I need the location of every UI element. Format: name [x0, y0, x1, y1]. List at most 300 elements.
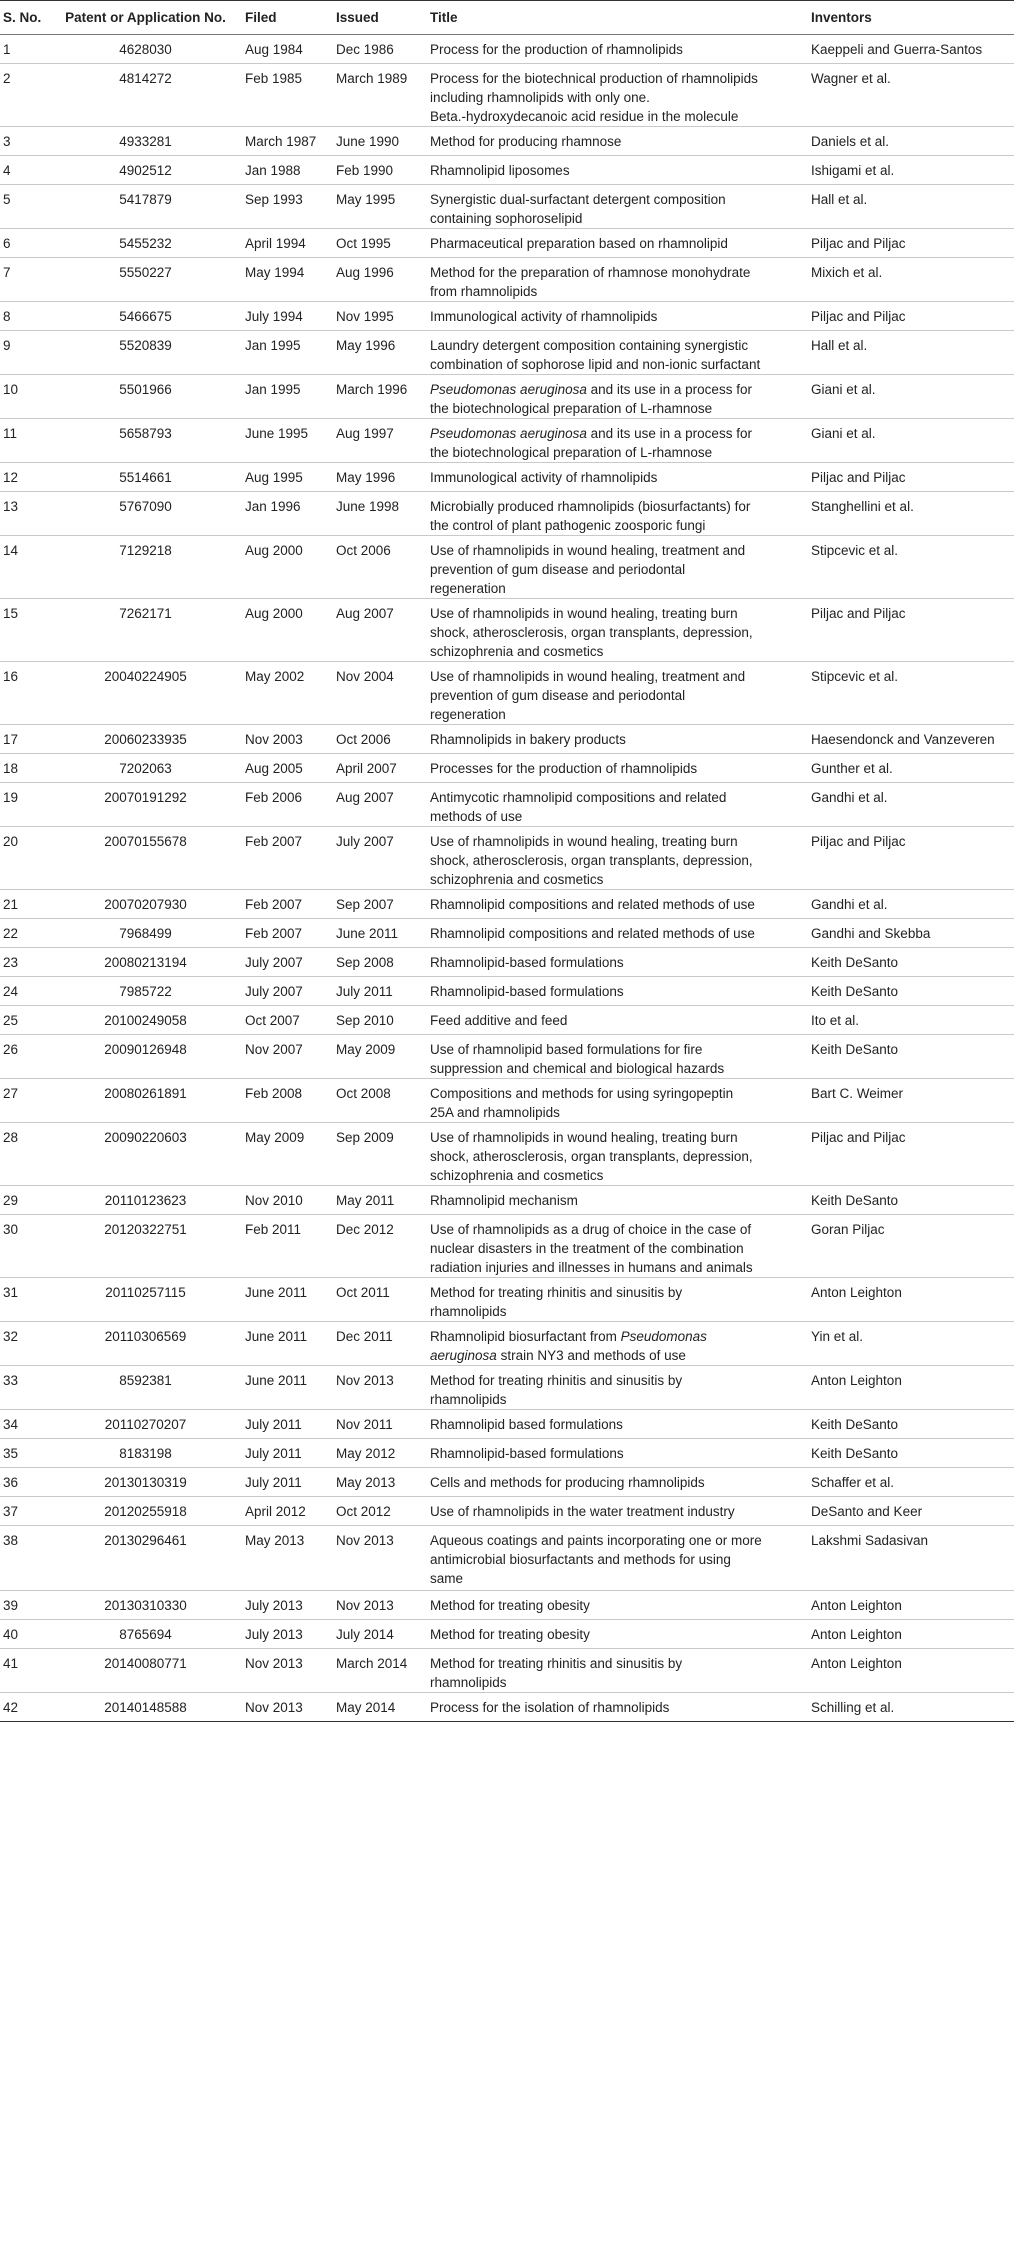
cell-filed: Aug 1995: [242, 463, 333, 492]
table-row: [0, 127, 1014, 156]
cell-title: [427, 331, 808, 375]
title-line: Use of rhamnolipids in wound healing, treatment and: [430, 669, 746, 684]
title-line: Feed additive and feed: [430, 1013, 568, 1028]
title-line: Compositions and methods for using syringopeptin: [430, 1086, 734, 1101]
cell-filed: Sep 1993: [242, 185, 333, 229]
cell-issued: Nov 2013: [333, 1366, 427, 1410]
cell-filed: May 2009: [242, 1123, 333, 1186]
title-line: regeneration: [430, 581, 506, 596]
table-row: [0, 977, 1014, 1006]
cell-sno: 42: [0, 1693, 50, 1722]
cell-issued: Nov 2011: [333, 1410, 427, 1439]
cell-inventors: Anton Leighton: [808, 1366, 1014, 1410]
cell-filed: March 1987: [242, 127, 333, 156]
title-line: Method for producing rhamnose: [430, 134, 622, 149]
table-row: [0, 754, 1014, 783]
title-line: Processes for the production of rhamnolipids: [430, 761, 698, 776]
title-line: the biotechnological preparation of L-rhamnose: [430, 445, 713, 460]
cell-inventors: Daniels et al.: [808, 127, 1014, 156]
title-line: Aqueous coatings and paints incorporating one or more: [430, 1533, 762, 1548]
title-line: methods of use: [430, 809, 523, 824]
cell-issued: July 2011: [333, 977, 427, 1006]
cell-title: [427, 536, 808, 599]
cell-title: [427, 1591, 808, 1620]
cell-patent-number: 20060233935: [50, 725, 242, 754]
cell-patent-number: 5550227: [50, 258, 242, 302]
cell-issued: May 2009: [333, 1035, 427, 1079]
cell-inventors: Anton Leighton: [808, 1649, 1014, 1693]
cell-sno: 20: [0, 827, 50, 890]
cell-patent-number: 20130296461: [50, 1526, 242, 1591]
cell-patent-number: 20130130319: [50, 1468, 242, 1497]
title-line: Immunological activity of rhamnolipids: [430, 309, 658, 324]
cell-patent-number: 20140080771: [50, 1649, 242, 1693]
cell-title: [427, 302, 808, 331]
cell-inventors: Keith DeSanto: [808, 1035, 1014, 1079]
cell-filed: Aug 2000: [242, 599, 333, 662]
title-line: Method for treating obesity: [430, 1598, 590, 1613]
cell-title: [427, 919, 808, 948]
cell-sno: 32: [0, 1322, 50, 1366]
cell-title: [427, 1693, 808, 1722]
title-line: Process for the biotechnical production of rhamnolipids: [430, 71, 758, 86]
cell-sno: 7: [0, 258, 50, 302]
cell-filed: Feb 1985: [242, 64, 333, 127]
cell-issued: Sep 2007: [333, 890, 427, 919]
cell-filed: Feb 2008: [242, 1079, 333, 1123]
title-line: Use of rhamnolipids in wound healing, treatment and: [430, 543, 746, 558]
title-line: rhamnolipids: [430, 1675, 507, 1690]
cell-sno: 40: [0, 1620, 50, 1649]
cell-inventors: Piljac and Piljac: [808, 599, 1014, 662]
header-issued: Issued: [333, 1, 427, 35]
cell-patent-number: 20140148588: [50, 1693, 242, 1722]
cell-title: [427, 827, 808, 890]
cell-patent-number: 7968499: [50, 919, 242, 948]
table-row: [0, 890, 1014, 919]
cell-inventors: Schilling et al.: [808, 1693, 1014, 1722]
title-line: Process for the production of rhamnolipids: [430, 42, 683, 57]
cell-issued: Nov 2004: [333, 662, 427, 725]
cell-inventors: Stanghellini et al.: [808, 492, 1014, 536]
cell-title: [427, 1410, 808, 1439]
title-line: Cells and methods for producing rhamnolipids: [430, 1475, 705, 1490]
title-line: Synergistic dual-surfactant detergent composition: [430, 192, 726, 207]
cell-sno: 31: [0, 1278, 50, 1322]
cell-issued: Aug 1997: [333, 419, 427, 463]
title-line: Microbially produced rhamnolipids (biosurfactants) for: [430, 499, 751, 514]
header-title: Title: [427, 1, 808, 35]
cell-filed: Jan 1995: [242, 331, 333, 375]
title-line: rhamnolipids: [430, 1392, 507, 1407]
cell-filed: July 2013: [242, 1591, 333, 1620]
table-row: [0, 1366, 1014, 1410]
cell-patent-number: 5466675: [50, 302, 242, 331]
table-row: [0, 783, 1014, 827]
cell-sno: 2: [0, 64, 50, 127]
cell-title: [427, 419, 808, 463]
cell-title: [427, 977, 808, 1006]
cell-issued: Oct 2012: [333, 1497, 427, 1526]
table-row: [0, 229, 1014, 258]
cell-inventors: Keith DeSanto: [808, 1410, 1014, 1439]
cell-sno: 14: [0, 536, 50, 599]
table-row: [0, 1497, 1014, 1526]
header-sno: S. No.: [0, 1, 50, 35]
cell-issued: July 2014: [333, 1620, 427, 1649]
title-line: Method for the preparation of rhamnose monohydrate: [430, 265, 751, 280]
title-species: aeruginosa: [430, 1348, 497, 1363]
title-line: Immunological activity of rhamnolipids: [430, 470, 658, 485]
title-line: antimicrobial biosurfactants and methods for using: [430, 1552, 731, 1567]
table-row: [0, 725, 1014, 754]
cell-patent-number: 20080261891: [50, 1079, 242, 1123]
cell-filed: Nov 2007: [242, 1035, 333, 1079]
title-line: Rhamnolipids in bakery products: [430, 732, 626, 747]
cell-sno: 21: [0, 890, 50, 919]
cell-sno: 22: [0, 919, 50, 948]
cell-patent-number: 5501966: [50, 375, 242, 419]
cell-filed: Oct 2007: [242, 1006, 333, 1035]
title-line: combination of sophorose lipid and non-ionic surfactant: [430, 357, 761, 372]
cell-title: [427, 1439, 808, 1468]
table-row: [0, 419, 1014, 463]
cell-patent-number: 5417879: [50, 185, 242, 229]
cell-title: [427, 156, 808, 185]
cell-sno: 30: [0, 1215, 50, 1278]
table-row: [0, 492, 1014, 536]
header-patent-number: Patent or Application No.: [50, 1, 242, 35]
cell-inventors: Keith DeSanto: [808, 977, 1014, 1006]
cell-filed: July 2011: [242, 1410, 333, 1439]
table-row: [0, 1620, 1014, 1649]
cell-inventors: Stipcevic et al.: [808, 536, 1014, 599]
cell-title: [427, 662, 808, 725]
cell-title: [427, 754, 808, 783]
cell-inventors: Yin et al.: [808, 1322, 1014, 1366]
table-row: [0, 1322, 1014, 1366]
cell-issued: Dec 2012: [333, 1215, 427, 1278]
cell-patent-number: 8183198: [50, 1439, 242, 1468]
cell-sno: 27: [0, 1079, 50, 1123]
title-line: schizophrenia and cosmetics: [430, 1168, 604, 1183]
cell-filed: Nov 2013: [242, 1693, 333, 1722]
title-line: Use of rhamnolipids in wound healing, treating burn: [430, 606, 738, 621]
cell-sno: 5: [0, 185, 50, 229]
title-line: Laundry detergent composition containing synergistic: [430, 338, 749, 353]
cell-inventors: Piljac and Piljac: [808, 463, 1014, 492]
cell-issued: Nov 1995: [333, 302, 427, 331]
cell-title: [427, 599, 808, 662]
cell-sno: 34: [0, 1410, 50, 1439]
table-row: [0, 1410, 1014, 1439]
cell-inventors: Gandhi et al.: [808, 890, 1014, 919]
title-line: including rhamnolipids with only one.: [430, 90, 650, 105]
cell-inventors: Hall et al.: [808, 185, 1014, 229]
cell-inventors: Goran Piljac: [808, 1215, 1014, 1278]
cell-filed: Aug 2000: [242, 536, 333, 599]
cell-patent-number: 20120322751: [50, 1215, 242, 1278]
cell-sno: 37: [0, 1497, 50, 1526]
table-row: [0, 599, 1014, 662]
title-line: schizophrenia and cosmetics: [430, 644, 604, 659]
cell-title: [427, 375, 808, 419]
cell-patent-number: 20110257115: [50, 1278, 242, 1322]
cell-patent-number: 8592381: [50, 1366, 242, 1410]
cell-issued: May 1996: [333, 331, 427, 375]
table-header: [0, 1, 1014, 35]
cell-sno: 28: [0, 1123, 50, 1186]
table-row: [0, 827, 1014, 890]
cell-patent-number: 20130310330: [50, 1591, 242, 1620]
cell-filed: Jan 1996: [242, 492, 333, 536]
table-row: [0, 948, 1014, 977]
title-species: Pseudomonas aeruginosa: [430, 426, 587, 441]
cell-filed: April 2012: [242, 1497, 333, 1526]
table-body: [0, 35, 1014, 1722]
cell-filed: July 2007: [242, 977, 333, 1006]
cell-issued: Dec 1986: [333, 35, 427, 64]
title-line: Use of rhamnolipids in wound healing, treating burn: [430, 1130, 738, 1145]
cell-filed: Feb 2006: [242, 783, 333, 827]
cell-sno: 18: [0, 754, 50, 783]
cell-title: [427, 1186, 808, 1215]
title-line: Beta.-hydroxydecanoic acid residue in the molecule: [430, 109, 739, 124]
cell-issued: Oct 1995: [333, 229, 427, 258]
table-row: [0, 1526, 1014, 1591]
cell-filed: Feb 2011: [242, 1215, 333, 1278]
cell-issued: May 2013: [333, 1468, 427, 1497]
cell-filed: July 2007: [242, 948, 333, 977]
cell-issued: May 2011: [333, 1186, 427, 1215]
cell-filed: Jan 1988: [242, 156, 333, 185]
cell-patent-number: 20070191292: [50, 783, 242, 827]
cell-inventors: Piljac and Piljac: [808, 1123, 1014, 1186]
cell-filed: Feb 2007: [242, 890, 333, 919]
cell-patent-number: 7985722: [50, 977, 242, 1006]
cell-sno: 13: [0, 492, 50, 536]
title-line: the control of plant pathogenic zoosporic fungi: [430, 518, 706, 533]
cell-issued: April 2007: [333, 754, 427, 783]
cell-issued: Oct 2006: [333, 725, 427, 754]
table-row: [0, 463, 1014, 492]
title-line: Method for treating rhinitis and sinusitis by: [430, 1373, 683, 1388]
cell-inventors: Anton Leighton: [808, 1591, 1014, 1620]
cell-patent-number: 7129218: [50, 536, 242, 599]
cell-inventors: Piljac and Piljac: [808, 827, 1014, 890]
cell-title: [427, 492, 808, 536]
table-row: [0, 1006, 1014, 1035]
cell-sno: 33: [0, 1366, 50, 1410]
table-row: [0, 1591, 1014, 1620]
cell-issued: Oct 2006: [333, 536, 427, 599]
cell-issued: May 1995: [333, 185, 427, 229]
cell-patent-number: 4814272: [50, 64, 242, 127]
cell-issued: Aug 2007: [333, 783, 427, 827]
cell-title: [427, 1278, 808, 1322]
cell-title: [427, 185, 808, 229]
cell-inventors: Anton Leighton: [808, 1278, 1014, 1322]
cell-sno: 12: [0, 463, 50, 492]
title-line: regeneration: [430, 707, 506, 722]
cell-issued: Dec 2011: [333, 1322, 427, 1366]
cell-inventors: Haesendonck and Vanzeveren: [808, 725, 1014, 754]
title-line: shock, atherosclerosis, organ transplants, depression,: [430, 625, 753, 640]
cell-filed: June 2011: [242, 1366, 333, 1410]
table-row: [0, 1123, 1014, 1186]
table-row: [0, 302, 1014, 331]
cell-filed: June 1995: [242, 419, 333, 463]
cell-filed: Aug 2005: [242, 754, 333, 783]
cell-inventors: Anton Leighton: [808, 1620, 1014, 1649]
cell-issued: June 2011: [333, 919, 427, 948]
cell-issued: Nov 2013: [333, 1591, 427, 1620]
table-row: [0, 185, 1014, 229]
cell-title: [427, 1468, 808, 1497]
cell-sno: 36: [0, 1468, 50, 1497]
cell-patent-number: 7202063: [50, 754, 242, 783]
cell-patent-number: 8765694: [50, 1620, 242, 1649]
cell-sno: 8: [0, 302, 50, 331]
cell-issued: June 1990: [333, 127, 427, 156]
cell-patent-number: 5658793: [50, 419, 242, 463]
header-filed: Filed: [242, 1, 333, 35]
cell-inventors: Stipcevic et al.: [808, 662, 1014, 725]
cell-sno: 29: [0, 1186, 50, 1215]
title-line: Rhamnolipid mechanism: [430, 1193, 578, 1208]
cell-inventors: Giani et al.: [808, 375, 1014, 419]
cell-sno: 23: [0, 948, 50, 977]
cell-inventors: Piljac and Piljac: [808, 229, 1014, 258]
cell-filed: July 2013: [242, 1620, 333, 1649]
title-line: nuclear disasters in the treatment of the combination: [430, 1241, 744, 1256]
cell-patent-number: 20120255918: [50, 1497, 242, 1526]
cell-patent-number: 5514661: [50, 463, 242, 492]
cell-patent-number: 20070155678: [50, 827, 242, 890]
cell-issued: Oct 2008: [333, 1079, 427, 1123]
cell-title: [427, 1322, 808, 1366]
cell-title: [427, 64, 808, 127]
cell-issued: Nov 2013: [333, 1526, 427, 1591]
cell-filed: May 2013: [242, 1526, 333, 1591]
cell-inventors: Schaffer et al.: [808, 1468, 1014, 1497]
cell-issued: Aug 2007: [333, 599, 427, 662]
cell-sno: 11: [0, 419, 50, 463]
title-line: Rhamnolipid liposomes: [430, 163, 570, 178]
table-row: [0, 1439, 1014, 1468]
cell-patent-number: 5520839: [50, 331, 242, 375]
table-row: [0, 375, 1014, 419]
cell-patent-number: 20110270207: [50, 1410, 242, 1439]
title-line: Rhamnolipid biosurfactant from: [430, 1329, 621, 1344]
cell-title: [427, 1366, 808, 1410]
cell-patent-number: 5455232: [50, 229, 242, 258]
cell-issued: May 1996: [333, 463, 427, 492]
cell-title: [427, 127, 808, 156]
title-line: Rhamnolipid-based formulations: [430, 1446, 624, 1461]
cell-issued: March 1989: [333, 64, 427, 127]
cell-filed: July 2011: [242, 1439, 333, 1468]
cell-inventors: Lakshmi Sadasivan: [808, 1526, 1014, 1591]
cell-sno: 9: [0, 331, 50, 375]
cell-patent-number: 4902512: [50, 156, 242, 185]
cell-patent-number: 20040224905: [50, 662, 242, 725]
cell-filed: May 2002: [242, 662, 333, 725]
table-row: [0, 1186, 1014, 1215]
cell-title: [427, 1526, 808, 1591]
cell-patent-number: 4628030: [50, 35, 242, 64]
title-line: from rhamnolipids: [430, 284, 538, 299]
table-row: [0, 1693, 1014, 1722]
title-line: radiation injuries and illnesses in humans and animals: [430, 1260, 753, 1275]
cell-title: [427, 1215, 808, 1278]
cell-patent-number: 20080213194: [50, 948, 242, 977]
title-line: Rhamnolipid-based formulations: [430, 955, 624, 970]
cell-filed: Nov 2010: [242, 1186, 333, 1215]
cell-title: [427, 1649, 808, 1693]
cell-patent-number: 4933281: [50, 127, 242, 156]
cell-filed: Aug 1984: [242, 35, 333, 64]
title-line: Use of rhamnolipids in the water treatment industry: [430, 1504, 735, 1519]
cell-title: [427, 463, 808, 492]
cell-sno: 4: [0, 156, 50, 185]
cell-title: [427, 1035, 808, 1079]
cell-inventors: Bart C. Weimer: [808, 1079, 1014, 1123]
cell-patent-number: 20090220603: [50, 1123, 242, 1186]
cell-patent-number: 20110123623: [50, 1186, 242, 1215]
cell-inventors: Gandhi et al.: [808, 783, 1014, 827]
table-row: [0, 662, 1014, 725]
cell-issued: Sep 2010: [333, 1006, 427, 1035]
title-line: Use of rhamnolipids as a drug of choice in the case of: [430, 1222, 752, 1237]
cell-filed: Feb 2007: [242, 827, 333, 890]
title-line: strain NY3 and methods of use: [500, 1348, 686, 1363]
cell-title: [427, 890, 808, 919]
title-line: containing sophoroselipid: [430, 211, 583, 226]
title-line: Method for treating obesity: [430, 1627, 590, 1642]
cell-sno: 17: [0, 725, 50, 754]
cell-inventors: Keith DeSanto: [808, 1439, 1014, 1468]
title-line: Rhamnolipid compositions and related methods of use: [430, 926, 755, 941]
title-species: Pseudomonas: [620, 1329, 707, 1344]
cell-sno: 10: [0, 375, 50, 419]
cell-title: [427, 948, 808, 977]
cell-issued: May 2014: [333, 1693, 427, 1722]
table-row: [0, 1468, 1014, 1497]
cell-sno: 15: [0, 599, 50, 662]
cell-issued: Feb 1990: [333, 156, 427, 185]
cell-sno: 3: [0, 127, 50, 156]
title-line: Process for the isolation of rhamnolipids: [430, 1700, 670, 1715]
cell-title: [427, 258, 808, 302]
cell-patent-number: 20100249058: [50, 1006, 242, 1035]
table-row: [0, 156, 1014, 185]
title-line: and its use in a process for: [586, 382, 752, 397]
cell-issued: Sep 2009: [333, 1123, 427, 1186]
title-line: the biotechnological preparation of L-rhamnose: [430, 401, 713, 416]
cell-issued: July 2007: [333, 827, 427, 890]
cell-title: [427, 783, 808, 827]
cell-patent-number: 20070207930: [50, 890, 242, 919]
cell-title: [427, 1079, 808, 1123]
cell-title: [427, 1123, 808, 1186]
cell-filed: June 2011: [242, 1322, 333, 1366]
cell-issued: June 1998: [333, 492, 427, 536]
cell-patent-number: 20110306569: [50, 1322, 242, 1366]
cell-sno: 6: [0, 229, 50, 258]
title-line: schizophrenia and cosmetics: [430, 872, 604, 887]
table-row: [0, 536, 1014, 599]
